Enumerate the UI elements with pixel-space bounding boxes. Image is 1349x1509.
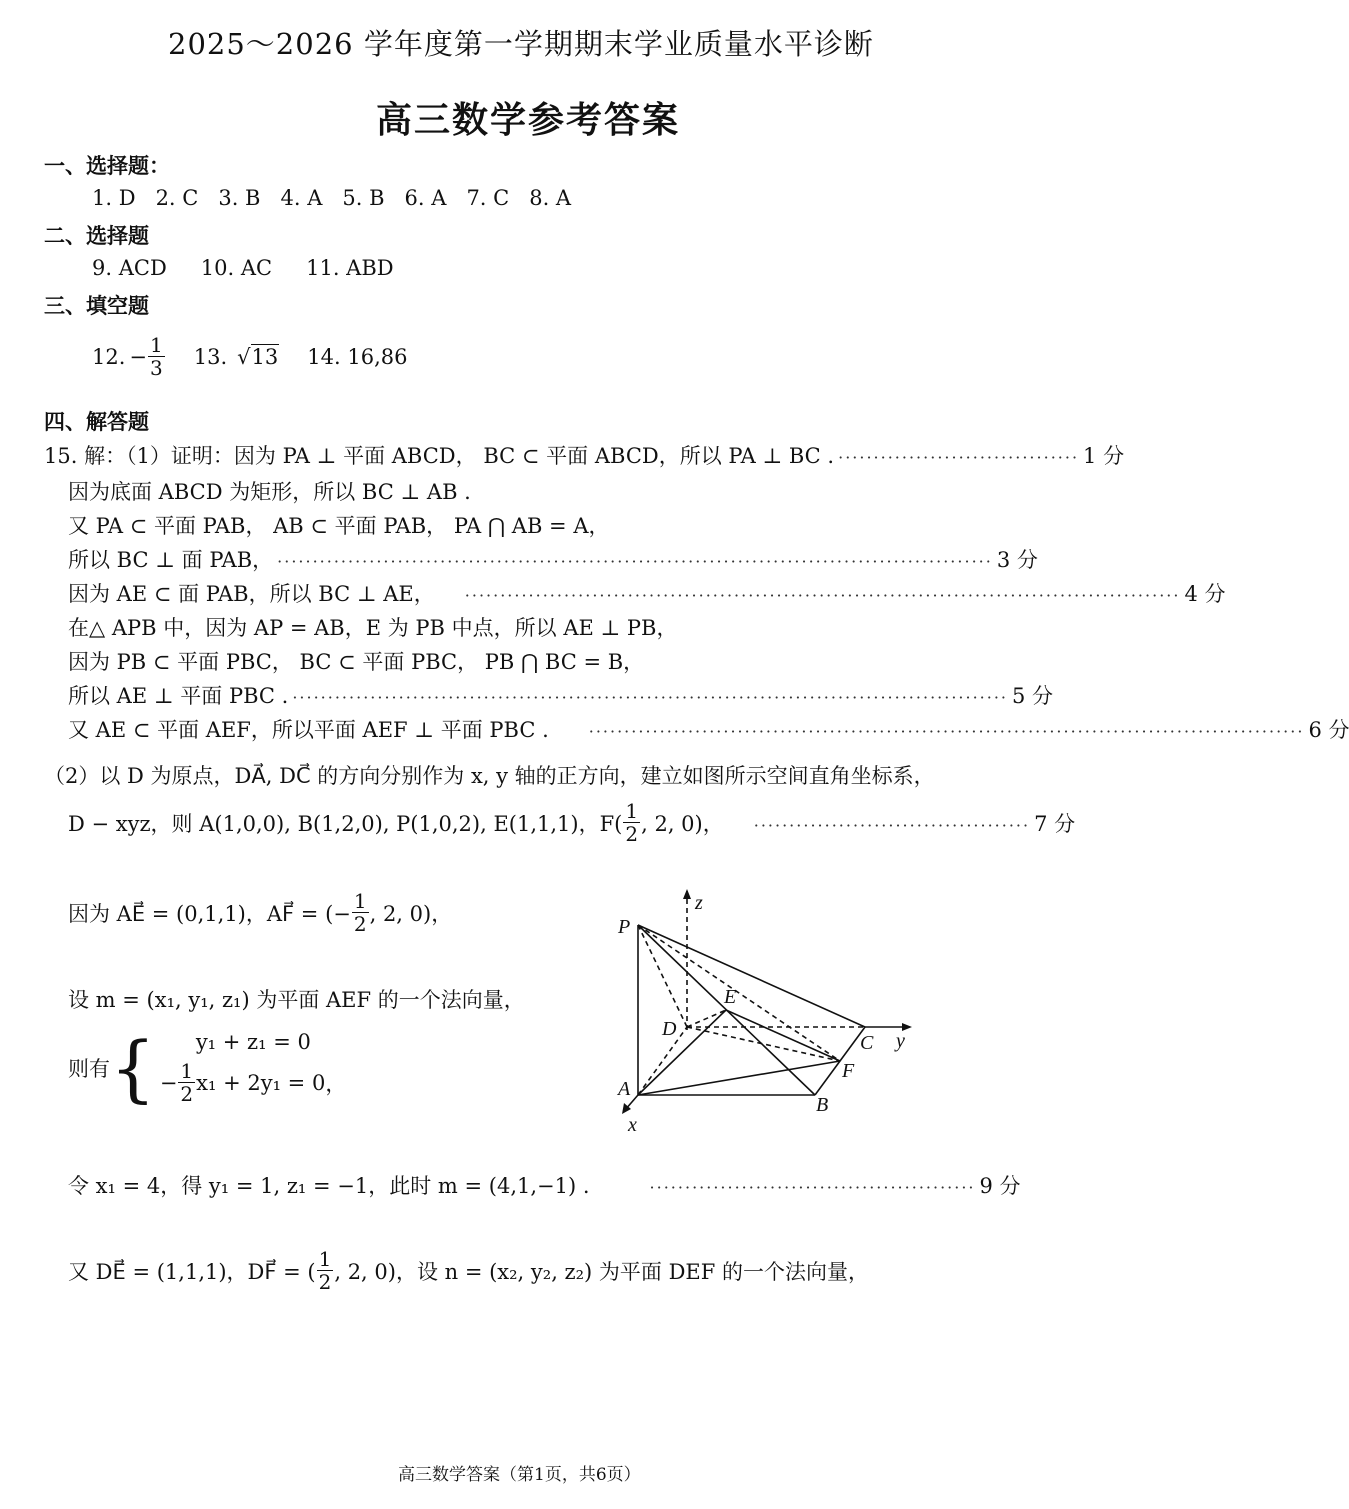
equation-system: [68, 1025, 347, 1110]
label-P: P: [618, 916, 631, 938]
section-1-heading: 一、选择题：: [44, 153, 170, 178]
fraction-denominator: 2: [318, 1270, 332, 1294]
edge-PC: [638, 925, 865, 1027]
answer-item: 5. B: [342, 186, 385, 210]
system-equations: [160, 1030, 347, 1105]
solution-line: 在△ APB 中，因为 AP = AB，E 为 PB 中点，所以 AE ⊥ PB，: [68, 616, 678, 640]
label-z: z: [695, 892, 703, 914]
fraction-denominator: 2: [625, 822, 639, 846]
solution-line: [68, 544, 1038, 574]
fraction-numerator: 1: [180, 1059, 194, 1083]
solution-line: [68, 578, 1226, 608]
document-title: 高三数学参考答案: [376, 99, 681, 141]
line-text: 令 x₁ = 4，得 y₁ = 1, z₁ = −1，此时 m = (4,1,−1) .: [68, 1174, 590, 1198]
segment-DE: [687, 1010, 726, 1027]
line-text: 15. 解：（1）证明：因为 PA ⊥ 平面 ABCD， BC ⊂ 平面 ABCD，所以 PA ⊥ BC .: [44, 444, 835, 468]
line-score: 7 分: [1034, 811, 1076, 836]
label-y: y: [896, 1030, 905, 1052]
equation-2-sign: −: [159, 1070, 178, 1095]
fraction: [352, 890, 369, 935]
section-3-heading: 三、填空题: [44, 293, 149, 318]
vector-part-a: 又 DE⃗ = (1,1,1)，DF⃗ = (: [68, 1259, 316, 1284]
pyramid-figure: [600, 885, 930, 1135]
normal-vector-m-line: 设 m = (x₁, y₁, z₁) 为平面 AEF 的一个法向量，: [68, 988, 525, 1012]
solution-line: [68, 714, 1349, 744]
edge-PD: [638, 925, 687, 1027]
section-1-answers: [92, 186, 591, 210]
answer-item: 8. A: [529, 186, 572, 210]
segment-DF: [687, 1027, 840, 1061]
answer-item: 1. D: [92, 186, 136, 210]
fraction-denominator: 2: [353, 912, 367, 936]
answer-item: 10. AC: [200, 256, 273, 280]
fraction-denominator: 2: [180, 1082, 194, 1106]
vector-part-a: 因为 AE⃗ = (0,1,1)，AF⃗ = (−: [68, 901, 351, 926]
line-score: 3 分: [996, 548, 1038, 572]
label-C: C: [860, 1032, 874, 1054]
answer-item: 3. B: [218, 186, 261, 210]
answer-item: 11. ABD: [306, 256, 394, 280]
label-A: A: [618, 1078, 631, 1100]
page-footer: 高三数学答案（第1页，共6页）: [398, 1465, 641, 1485]
exam-title: 2025～2026 学年度第一学期期末学业质量水平诊断: [168, 27, 874, 61]
q12-numerator: 1: [150, 333, 163, 357]
solution-line: [44, 440, 1125, 470]
coordinates-part-b: , 2, 0)，: [641, 811, 724, 836]
q12-label: 12.: [92, 344, 126, 369]
line-score: 4 分: [1184, 582, 1226, 606]
fraction-numerator: 1: [625, 799, 639, 823]
answer-item: 6. A: [404, 186, 447, 210]
line-score: 6 分: [1308, 718, 1349, 742]
q13-label: 13.: [193, 344, 228, 369]
label-D: D: [662, 1018, 677, 1040]
vector-de-df-line: [68, 1248, 869, 1293]
equation-1: y₁ + z₁ = 0: [195, 1030, 311, 1054]
segment-EF: [726, 1010, 840, 1061]
section-2-heading: 二、选择题: [44, 223, 149, 248]
score-leader: ·····································································································: [277, 552, 993, 571]
score-leader: ·····································································································: [588, 722, 1305, 741]
score-leader: ·····································································································: [292, 688, 1009, 707]
vector-part-b: , 2, 0)，设 n = (x₂, y₂, z₂) 为平面 DEF 的一个法向量，: [334, 1259, 869, 1284]
q12-sign: −: [129, 344, 148, 369]
system-label: 则有: [68, 1056, 110, 1081]
coordinates-part-a: D − xyz，则 A(1,0,0), B(1,2,0), P(1,0,2), E(1,1,1)，F(: [68, 811, 623, 836]
fraction-numerator: 1: [318, 1247, 332, 1271]
fraction-numerator: 1: [353, 889, 367, 913]
section-4-heading: 四、解答题: [44, 409, 149, 434]
solution-line: 因为底面 ABCD 为矩形，所以 BC ⊥ AB .: [68, 480, 471, 504]
equation-2: [160, 1060, 347, 1105]
label-E: E: [724, 986, 737, 1008]
equation-comma: ，: [325, 1071, 347, 1096]
label-B: B: [816, 1094, 829, 1116]
answer-item: 7. C: [466, 186, 510, 210]
solution-line: 因为 PB ⊂ 平面 PBC， BC ⊂ 平面 PBC， PB ⋂ BC = B，: [68, 650, 645, 674]
fraction: [623, 800, 640, 845]
fraction: [178, 1060, 195, 1105]
score-leader: ··············································: [649, 1178, 976, 1197]
score-leader: ·····································································································: [464, 586, 1181, 605]
solution-line: 又 PA ⊂ 平面 PAB， AB ⊂ 平面 PAB， PA ⋂ AB = A，: [68, 514, 610, 538]
line-text: 又 AE ⊂ 平面 AEF，所以平面 AEF ⊥ 平面 PBC .: [68, 718, 549, 742]
z-arrow-icon: [683, 889, 691, 899]
vector-ae-af-line: [68, 890, 452, 935]
segment-PF: [638, 925, 840, 1061]
line-text: 所以 BC ⊥ 面 PAB，: [68, 548, 274, 572]
q13-radicand: 13: [251, 345, 279, 369]
answer-item: 9. ACD: [92, 256, 167, 280]
q14-answer: 14. 16,86: [307, 344, 408, 369]
answer-item: 2. C: [155, 186, 199, 210]
brace-icon: {: [110, 1025, 156, 1110]
section-2-answers: [92, 256, 414, 280]
solution-line: [68, 680, 1054, 710]
line-text: 所以 AE ⊥ 平面 PBC .: [68, 684, 289, 708]
score-leader: ·······································: [753, 815, 1031, 835]
sqrt-icon: √: [237, 344, 251, 369]
part2-coordinates-line: [68, 799, 1076, 846]
coordinates-text: [68, 800, 724, 845]
line-text: 因为 AE ⊂ 面 PAB，所以 BC ⊥ AE，: [68, 582, 435, 606]
fill-in-answers: [92, 334, 407, 379]
line-score: 1 分: [1083, 444, 1125, 468]
fraction: [317, 1248, 334, 1293]
vector-part-b: , 2, 0)，: [369, 901, 453, 926]
line-score: 9 分: [979, 1174, 1021, 1198]
label-x: x: [628, 1114, 637, 1136]
part2-intro: （2）以 D 为原点，DA⃗, DC⃗ 的方向分别作为 x, y 轴的正方向，建立如图所示空间直角坐标系，: [44, 764, 935, 788]
equation-2-rest: x₁ + 2y₁ = 0: [196, 1070, 326, 1095]
label-F: F: [842, 1060, 855, 1082]
line-score: 5 分: [1012, 684, 1054, 708]
q12-fraction: [148, 334, 165, 379]
score-leader: ··································: [838, 448, 1080, 467]
q12-denominator: 3: [150, 356, 163, 380]
answer-item: 4. A: [280, 186, 323, 210]
let-x1-line: [68, 1170, 1021, 1200]
